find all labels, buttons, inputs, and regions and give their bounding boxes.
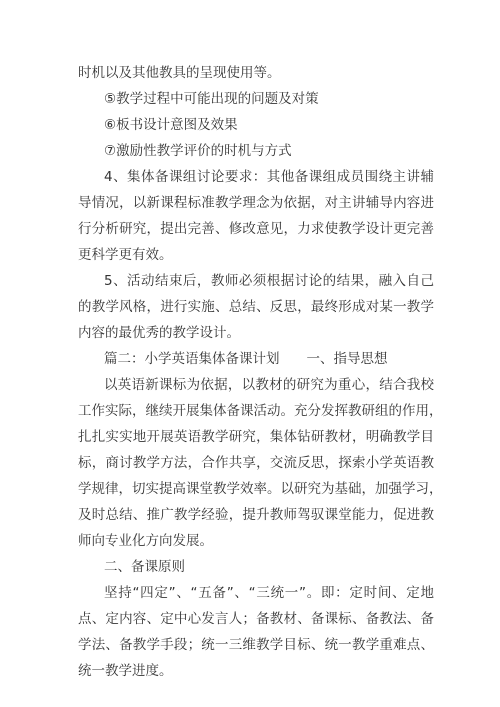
section-heading: 二、备课原则 (104, 559, 185, 575)
text-line: 标，商讨教学方法，合作共享，交流反思，探索小学英语教 (78, 455, 434, 471)
text-line: 导情况，以新课程标准教学理念为依据，对主讲辅导内容进 (78, 195, 434, 211)
text-line: 及时总结、推广教学经验，提升教师驾驭课堂能力，促进教 (78, 507, 434, 523)
text-line: 扎扎实实地开展英语教学研究，集体钻研教材，明确教学目 (78, 429, 434, 445)
text-line: 行分析研究，提出完善、修改意见，力求使教学设计更完善 (78, 221, 434, 237)
text-line: 工作实际，继续开展集体备课活动。充分发挥教研组的作用， (78, 403, 443, 419)
text-line: 4、集体备课组讨论要求：其他备课组成员围绕主讲辅 (104, 169, 434, 185)
text-line: 学法、备教学手段；统一三维教学目标、统一教学重难点、 (78, 637, 434, 653)
text-line: 更科学更有效。 (78, 247, 173, 263)
text-line: ⑦激励性教学评价的时机与方式 (104, 143, 292, 159)
text-line: 师向专业化方向发展。 (78, 533, 213, 549)
text-line: 点、定内容、定中心发言人；备教材、备课标、备教法、备 (78, 611, 434, 627)
text-line: 统一教学进度。 (78, 663, 173, 679)
text-line: 5、活动结束后，教师必须根据讨论的结果，融入自己 (104, 273, 434, 289)
text-line: 坚持“四定”、“五备”、“三统一”。即：定时间、定地 (104, 585, 434, 601)
text-line: 时机以及其他教具的呈现使用等。 (78, 65, 281, 81)
text-line: 的教学风格，进行实施、总结、反思，最终形成对某一教学 (78, 299, 434, 315)
text-line: 学规律，切实提高课堂教学效率。以研究为基础，加强学习， (78, 481, 443, 497)
section-heading: 篇二：小学英语集体备课计划 一、指导思想 (104, 351, 388, 367)
text-line: ⑥板书设计意图及效果 (104, 117, 238, 133)
text-line: 内容的最优秀的教学设计。 (78, 325, 240, 341)
text-line: ⑤教学过程中可能出现的问题及对策 (104, 91, 319, 107)
text-line: 以英语新课标为依据，以教材的研究为重心，结合我校 (104, 377, 434, 393)
